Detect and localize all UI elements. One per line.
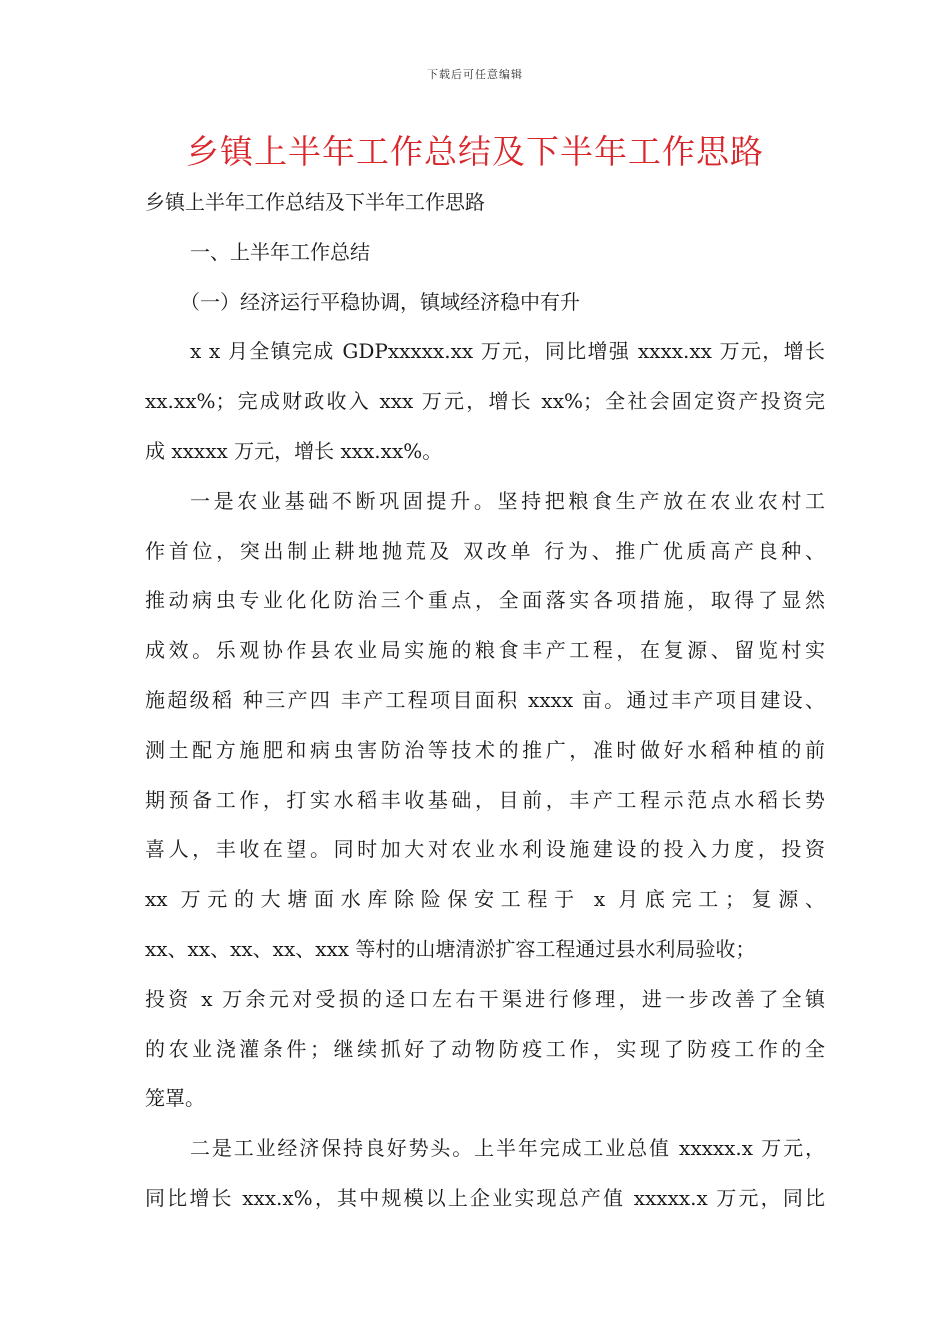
text-line: 一是农业基础不断巩固提升。坚持把粮食生产放在农业农村工 [190,488,825,513]
text-line: 同比增长 xxx.x%，其中规模以上企业实现总产值 xxxxx.x 万元，同比 [145,1185,825,1210]
header-note: 下载后可任意编辑 [427,68,523,81]
text-line: 推动病虫专业化化防治三个重点，全面落实各项措施，取得了显然 [145,588,825,613]
text-line: 二是工业经济保持良好势头。上半年完成工业总值 xxxxx.x 万元， [190,1136,825,1161]
text-line: 期预备工作，打实水稻丰收基础，目前，丰产工程示范点水稻长势 [145,787,825,812]
text-line: 的农业浇灌条件；继续抓好了动物防疫工作，实现了防疫工作的全 [145,1036,825,1061]
text-line: 投资 x 万余元对受损的迳口左右干渠进行修理，进一步改善了全镇 [145,986,825,1011]
subtitle: 乡镇上半年工作总结及下半年工作思路 [145,190,485,214]
text-line: 笼罩。 [145,1086,205,1111]
document-body [145,178,825,1224]
text-line: 喜人，丰收在望。同时加大对农业水利设施建设的投入力度，投资 [145,837,825,862]
section-heading: 一、上半年工作总结 [190,239,370,264]
text-line: 成效。乐观协作县农业局实施的粮食丰产工程，在复源、留览村实 [145,638,825,663]
text-line: x x 月全镇完成 GDPxxxxx.xx 万元，同比增强 xxxx.xx 万元，增长 [190,339,825,364]
text-line: 成 xxxxx 万元，增长 xxx.xx%。 [145,438,443,463]
text-line: xx.xx%；完成财政收入 xxx 万元，增长 xx%；全社会固定资产投资完 [145,389,825,414]
text-line: 施超级稻 种三产四 丰产工程项目面积 xxxx 亩。通过丰产项目建设、 [145,687,825,712]
subsection-heading: （一）经济运行平稳协调，镇域经济稳中有升 [180,289,580,314]
text-line: xx 万元的大塘面水库除险保安工程于 x 月底完工；复源、 [145,887,825,912]
text-line: xx、xx、xx、xx、xxx 等村的山塘清淤扩容工程通过县水利局验收； [145,936,756,961]
text-line: 作首位，突出制止耕地抛荒及 双改单 行为、推广优质高产良种、 [145,538,825,563]
document-title: 乡镇上半年工作总结及下半年工作思路 [186,132,764,171]
text-line: 测土配方施肥和病虫害防治等技术的推广，准时做好水稻种植的前 [145,737,825,762]
